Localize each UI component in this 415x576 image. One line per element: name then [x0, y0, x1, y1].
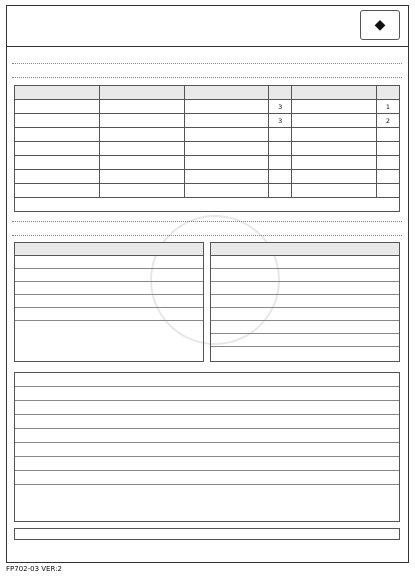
reference-field [10, 26, 120, 38]
form-row [15, 401, 399, 415]
form-row [211, 295, 399, 308]
col-unit-price [99, 86, 184, 100]
col-description [292, 86, 377, 100]
contact-strip [14, 528, 400, 540]
table-cell-qty [269, 156, 292, 170]
col-total-price [15, 86, 100, 100]
table-cell-desc [292, 156, 377, 170]
form-row [15, 457, 399, 471]
table-cell-desc [292, 170, 377, 184]
form-row [15, 282, 203, 295]
table-cell-unit [184, 170, 269, 184]
table-cell-price [99, 100, 184, 114]
intro-text [12, 66, 402, 78]
table-cell-qty [269, 142, 292, 156]
table-cell-n [377, 170, 400, 184]
table-cell-unit [184, 114, 269, 128]
form-row [15, 269, 203, 282]
form-row [15, 373, 399, 387]
table-cell-total [15, 170, 100, 184]
table-cell-unit [184, 128, 269, 142]
internal-use-box [14, 372, 400, 522]
table-cell-qty: 3 [269, 100, 292, 114]
table-cell-total [15, 128, 100, 142]
table-cell-n [377, 156, 400, 170]
form-row [15, 471, 399, 485]
table-row [15, 100, 400, 114]
form-row [211, 269, 399, 282]
form-row [211, 256, 399, 269]
table-cell-price [99, 128, 184, 142]
company-name [120, 10, 300, 24]
table-cell-unit [184, 184, 269, 198]
table-cell-qty [269, 170, 292, 184]
table-row [15, 156, 400, 170]
company-logo-icon: ◆ [360, 10, 400, 40]
table-cell-total [15, 100, 100, 114]
col-unit [184, 86, 269, 100]
table-cell-qty [269, 128, 292, 142]
table-cell-price [99, 114, 184, 128]
table-cell-price [99, 142, 184, 156]
date-field [10, 12, 120, 24]
form-row [211, 334, 399, 347]
table-cell-price [99, 184, 184, 198]
form-row [15, 387, 399, 401]
table-cell-desc [292, 128, 377, 142]
table-cell-unit [184, 142, 269, 156]
form-row [211, 321, 399, 334]
table-cell-desc [292, 184, 377, 198]
items-table [14, 85, 400, 212]
table-cell-n [377, 142, 400, 156]
table-cell-total [15, 156, 100, 170]
table-cell-price [99, 156, 184, 170]
table-cell-qty: 3 [269, 114, 292, 128]
items-header-row [15, 86, 400, 100]
legal-entity-box [14, 242, 204, 362]
table-cell-desc [292, 100, 377, 114]
table-row [15, 114, 400, 128]
table-cell-n: 1 [377, 100, 400, 114]
signature-caption [14, 345, 204, 359]
table-cell-n [377, 184, 400, 198]
col-row-num [377, 86, 400, 100]
form-row [15, 256, 203, 269]
table-cell-desc [292, 114, 377, 128]
form-row [15, 415, 399, 429]
table-row [15, 142, 400, 156]
table-cell-total [15, 114, 100, 128]
table-row [15, 128, 400, 142]
form-row [15, 308, 203, 321]
table-cell-unit [184, 156, 269, 170]
page-footer [6, 565, 409, 575]
form-row [15, 443, 399, 457]
natural-person-title [211, 243, 399, 256]
natural-person-box [210, 242, 400, 362]
legal-entity-title [15, 243, 203, 256]
table-row [15, 170, 400, 184]
table-cell-total [15, 142, 100, 156]
form-row [211, 308, 399, 321]
table-cell-n: 2 [377, 114, 400, 128]
table-cell-total [15, 184, 100, 198]
table-cell-qty [269, 184, 292, 198]
form-row [211, 282, 399, 295]
col-quantity [269, 86, 292, 100]
table-cell-n [377, 128, 400, 142]
table-cell-desc [292, 142, 377, 156]
recipient-line [12, 52, 402, 64]
table-row [15, 184, 400, 198]
form-title [140, 27, 280, 39]
form-row [15, 429, 399, 443]
table-cell-price [99, 170, 184, 184]
form-code: FP702-03 VER:2 [6, 565, 62, 573]
table-cell-unit [184, 100, 269, 114]
form-row [15, 295, 203, 308]
